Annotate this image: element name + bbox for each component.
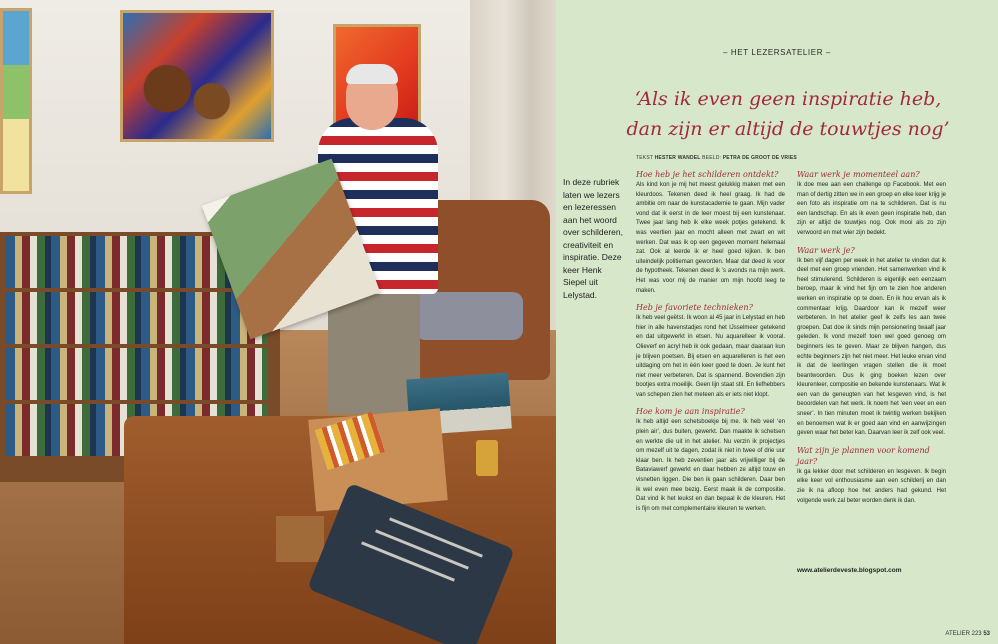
question-heading: Waar werk je? [797, 245, 855, 255]
question-heading: Heb je favoriete technieken? [636, 303, 753, 313]
magazine-issue: ATELIER 223 [945, 631, 982, 637]
headline [618, 84, 958, 144]
website-link[interactable]: www.atelierdeveste.blogspot.com [797, 567, 902, 574]
credit-image-name: PETRA DE GROOT DE VRIES [722, 155, 797, 161]
credit-text-label: TEKST [636, 155, 654, 161]
question-heading: Hoe kom je aan inspiratie? [636, 407, 745, 417]
answer-text: Als kind kon je mij het meest gelukkig maken met een kleurdoos. Tekenen deed ik heel graag. Ik had de ambitie om naar de kunstacademie te gaan. Mijn vader vond dat ik eerst in de leer moest bij een kunstenaar. Twee jaar lang heb ik elke week potjes getekend. Ik was veertien jaar en mocht alleen met zwart en wit werken. Dat was ik op een gegeven moment helemaal zat. Ook al leerde ik er heel goed kijken. Ik ben uiteindelijk politieman geworden. Maar dat deed ik voor de hypotheek. Tekenen deed ik ’s avonds na mijn werk. Het was voor mij de manier om mijn hoofd leeg te maken. [636, 182, 785, 294]
page-number: 53 [983, 631, 990, 637]
answer-text: Ik ben vijf dagen per week in het atelier te vinden dat ik deel met een groep vrienden. Het samenwerken vind ik heel stimulerend. Schilderen is eigenlijk een eenzaam beroep, maar ik vind het fijn om te zien hoe anderen werken en inspiratie op te doen. En ik hou ervan als ik commentaar krijg. Daardoor kan ik mezelf weer verbeteren. In het atelier geef ik zelfs les aan twee groepen. Dat doe ik sinds mijn pensionering twaalf jaar geleden. Ik vond mezelf toen wel goed genoeg om beginners les te geven. Maar ze blijven hangen, dus echte beginners zijn het niet meer. Het leuke ervan vind ik dat de leerlingen vragen stellen die ik moet beantwoorden. Dus ik ging boeken lezen over kleurenleer, compositie en bekende kunstenaars. Wat ik een van de geneugten van het lesgeven vind, is het beoordelen van het werk. Ik noem het ‘een veer en een sneer’. In tien minuten moet ik twintig werken bekijken en benoemen wat ik er goed aan vind en aanwijzingen geven waar het beter kan. Daarvan leer ik zelf ook veel. [797, 257, 946, 437]
book-row [6, 348, 268, 400]
wall-painting-center [120, 10, 274, 142]
text-column-2 [797, 169, 946, 512]
text-column-1 [636, 169, 785, 520]
credit-text-name: HESTER WANDEL [654, 155, 701, 161]
credits [636, 155, 797, 161]
man-legs [328, 290, 420, 414]
man-hair [346, 64, 398, 84]
headline-line-1: ‘Als ik even geen inspiratie heb, [634, 88, 942, 110]
wall-painting-left [0, 8, 32, 194]
question-heading: Hoe heb je het schilderen ontdekt? [636, 170, 779, 179]
intro-text: In deze rubriek laten we lezers en lezeressen aan het woord over schilderen, creativiteit en inspiratie. Deze keer Henk Siepel uit Lelystad. [563, 177, 624, 300]
page-folio [945, 631, 990, 637]
credit-image-label: BEELD: [702, 155, 722, 161]
question-heading: Waar werk je momenteel aan? [797, 170, 920, 179]
question-heading: Wat zijn je plannen voor komend jaar? [797, 445, 930, 466]
answer-text: Ik doe mee aan een challenge op Facebook. Met een man of dertig zitten we in een groep en elke keer krijg je een foto als inspiratie om na te schilderen. Dat is nu een landschap. En als ik even geen inspiratie heb, dan zijn er altijd de touwtjes nog. Ook mooi als zo zijn verwoord en met wier zijn bedekt. [797, 182, 946, 236]
answer-text: Ik heb veel geëtst. Ik woon al 45 jaar in Lelystad en heb hier in alle havenstadjes rond het IJsselmeer getekend en dat uitgewerkt in etsen. Nu aquarelleer ik vooral. Olieverf en acryl heb ik ook gedaan, maar daaraan kun je blijven poetsen. Bij etsen en aquarelleren is het een uitdaging om het in één keer goed te doen. Je kunt het niet meer verbeteren. Dat is spannend. Bovendien zijn bootjes extra moeilijk. Geen lijn staat stil. En liefhebbers van schepen zien het meteen als er iets niet klopt. [636, 315, 785, 398]
book-row [6, 292, 268, 344]
answer-text: Ik heb altijd een schetsboekje bij me. Ik heb veel ‘en plein air’, dus buiten, gewerkt. Dan maakte ik schetsen en werkte die uit in het atelier. Nu verzin ik projectjes om mezelf uit te dagen, zodat ik niet in twee of drie uur klaar ben. Ik heb zeventien jaar als vrijwilliger bij de Bataviawerf gewerkt en daar hebben ze altijd touw en visnetten liggen. Die ben ik gaan schilderen. Daar ben ik wel even mee bezig. Eerst maak ik de compositie. Dat vind ik het leukst en dan bepaal ik de kleuren. Het is fijn om met complementaire kleuren te werken. [636, 419, 785, 512]
chair-cushion [415, 292, 523, 340]
small-wooden-box [276, 516, 324, 562]
rubric-label: – HET LEZERSATELIER – [723, 48, 831, 57]
headline-line-2: dan zijn er altijd de touwtjes nog’ [626, 118, 950, 140]
answer-text: Ik ga lekker door met schilderen en lesgeven. Ik begin elke keer vol enthousiasme aan een schilderij en dan zie ik na afloop hoe het anders had gekund. Het volgende werk zal beter worden denk ik dan. [797, 468, 946, 504]
brush-jar [476, 440, 498, 476]
